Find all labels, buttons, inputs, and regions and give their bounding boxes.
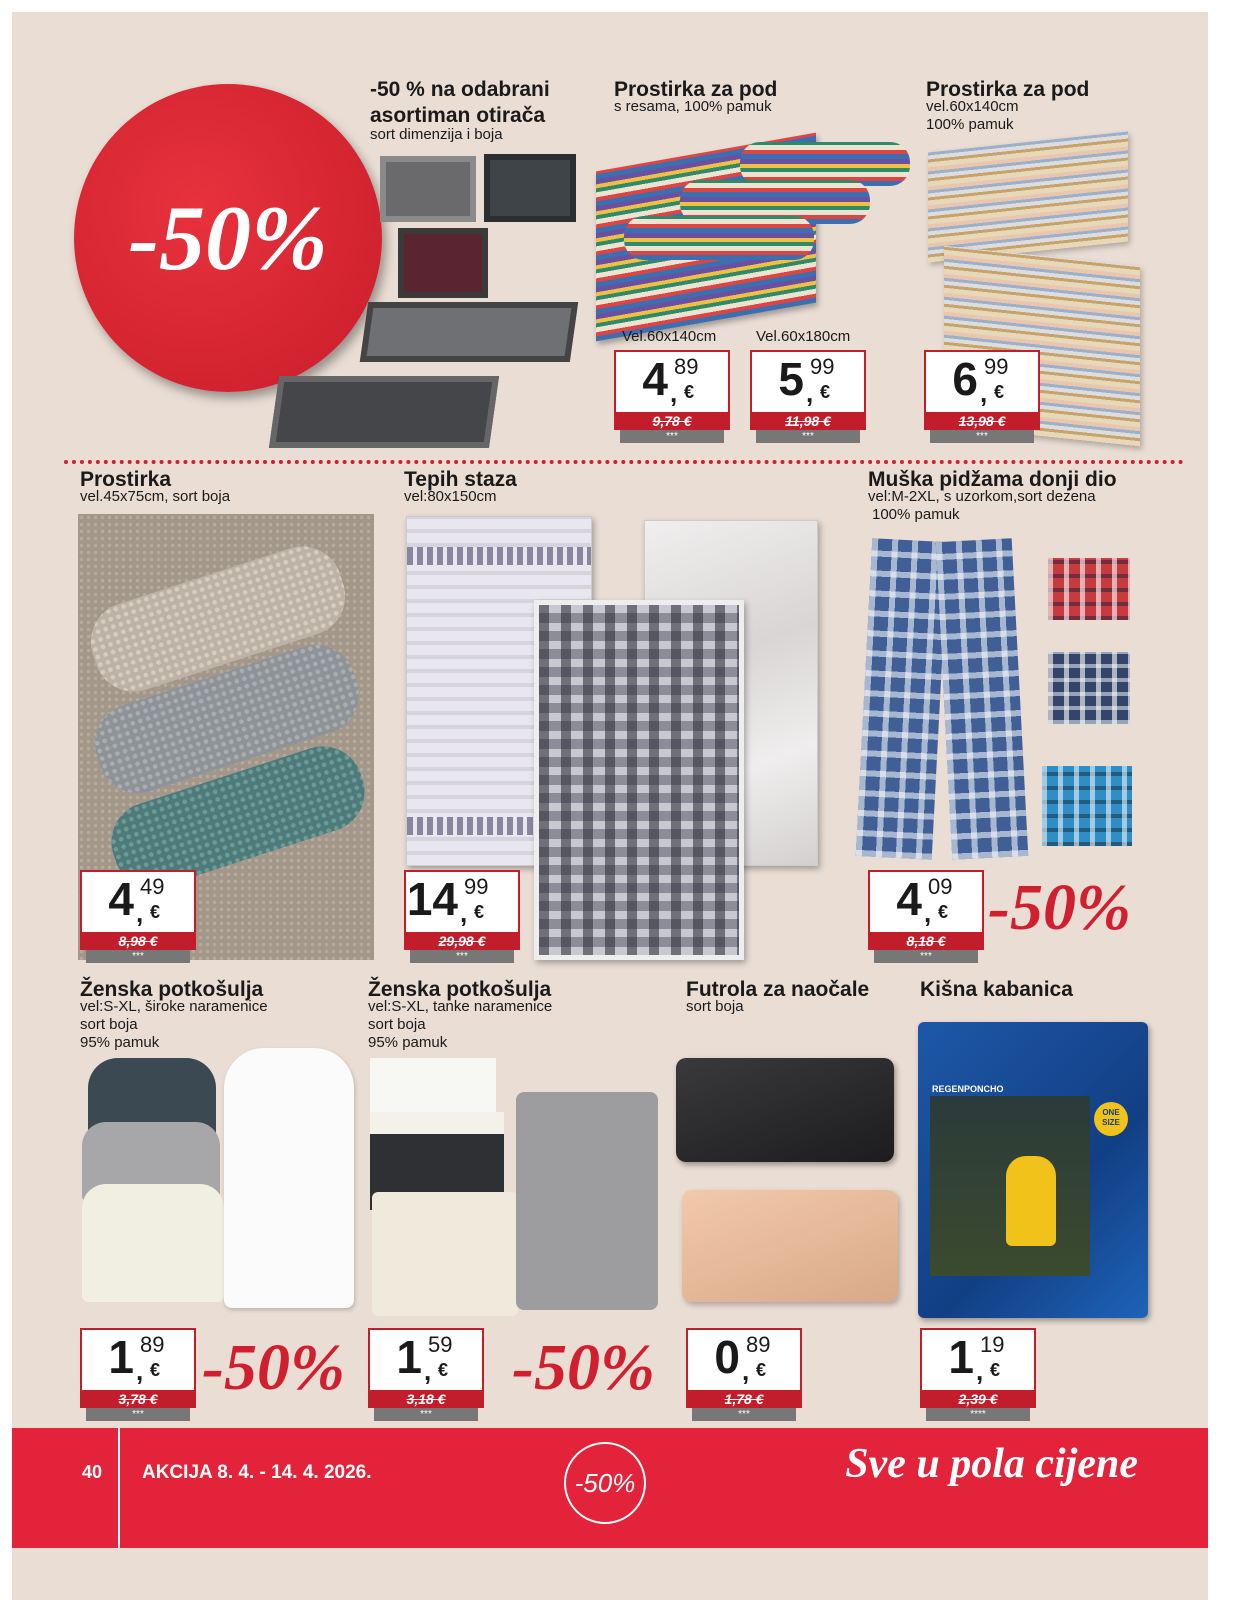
tank-top-image bbox=[224, 1048, 354, 1308]
promotion-dates: AKCIJA 8. 4. - 14. 4. 2026. bbox=[142, 1462, 372, 1483]
pajama-folded-image bbox=[1048, 558, 1130, 620]
camisole-image bbox=[372, 1192, 518, 1316]
runner-image bbox=[534, 600, 744, 960]
doormat-image bbox=[269, 376, 499, 448]
price-tag bbox=[80, 870, 196, 964]
glasses-case-title: Futrola za naočale bbox=[686, 978, 870, 1001]
price-integer: 4 bbox=[896, 873, 922, 925]
doormat-image bbox=[380, 156, 476, 222]
price-tag bbox=[80, 1328, 196, 1422]
raincoat-package-image bbox=[918, 1022, 1148, 1318]
price-comma: , bbox=[980, 378, 988, 408]
page-number: 40 bbox=[82, 1462, 103, 1482]
bathmat-subtitle: vel.45x75cm, sort boja bbox=[80, 488, 231, 505]
old-price: 3,78 € bbox=[80, 1390, 196, 1408]
price-comma: , bbox=[742, 1356, 750, 1386]
price-tag bbox=[920, 1328, 1036, 1422]
old-price: 1,78 € bbox=[686, 1390, 802, 1408]
price-tag bbox=[614, 350, 730, 444]
price-stars: *** bbox=[756, 430, 860, 443]
runner-title: Tepih staza bbox=[404, 468, 517, 491]
old-price: 29,98 € bbox=[404, 932, 520, 950]
pajama-leg-image bbox=[936, 538, 1029, 860]
price-decimal: 89 bbox=[674, 354, 699, 379]
price-comma: , bbox=[670, 378, 678, 408]
price-stars: *** bbox=[874, 950, 978, 963]
pajama-discount-label: -50% bbox=[988, 871, 1131, 944]
price-currency: € bbox=[150, 1360, 161, 1380]
rug-fringe-title: Prostirka za pod bbox=[614, 78, 778, 101]
price-integer: 5 bbox=[778, 353, 804, 405]
price-stars: **** bbox=[926, 1408, 1030, 1421]
camisole-image bbox=[516, 1092, 658, 1310]
price-integer: 1 bbox=[948, 1331, 974, 1383]
tank-wide-subtitle-2: sort boja bbox=[80, 1016, 138, 1033]
bathmat-title: Prostirka bbox=[80, 468, 172, 491]
tank-thin-subtitle-2: sort boja bbox=[368, 1016, 426, 1033]
pajama-subtitle-1: vel:M-2XL, s uzorkom,sort dezena bbox=[868, 488, 1096, 505]
price-currency: € bbox=[990, 1360, 1001, 1380]
price-currency: € bbox=[684, 382, 695, 402]
tank-wide-title: Ženska potkošulja bbox=[80, 978, 264, 1001]
price-integer: 4 bbox=[108, 873, 134, 925]
price-currency: € bbox=[994, 382, 1005, 402]
doormats-subtitle: sort dimenzija i boja bbox=[370, 126, 503, 143]
price-comma: , bbox=[460, 898, 468, 928]
old-price: 2,39 € bbox=[920, 1390, 1036, 1408]
price-stars: *** bbox=[620, 430, 724, 443]
rug-pastel-title: Prostirka za pod bbox=[926, 78, 1090, 101]
pajama-folded-image bbox=[1048, 652, 1130, 724]
pajama-subtitle-2: 100% pamuk bbox=[872, 506, 960, 523]
price-integer: 1 bbox=[396, 1331, 422, 1383]
price-stars: *** bbox=[86, 950, 190, 963]
rug-fringe-size-a: Vel.60x140cm bbox=[622, 328, 717, 345]
pajama-title: Muška pidžama donji dio bbox=[868, 468, 1117, 491]
raincoat-photo bbox=[930, 1096, 1090, 1276]
raincoat-figure bbox=[1006, 1156, 1056, 1246]
tank-thin-subtitle-1: vel:S-XL, tanke naramenice bbox=[368, 998, 553, 1015]
price-integer: 1 bbox=[108, 1331, 134, 1383]
price-comma: , bbox=[924, 898, 932, 928]
price-decimal: 09 bbox=[928, 874, 953, 899]
doormat-image bbox=[484, 154, 576, 222]
price-currency: € bbox=[474, 902, 485, 922]
old-price: 8,98 € bbox=[80, 932, 196, 950]
price-decimal: 99 bbox=[464, 874, 489, 899]
glasses-case-image bbox=[676, 1058, 894, 1162]
runner-border bbox=[407, 547, 591, 565]
footer-slogan: Sve u pola cijene bbox=[845, 1441, 1138, 1487]
rug-roll-image bbox=[624, 216, 814, 260]
price-stars: *** bbox=[410, 950, 514, 963]
footer-discount-circle: -50% bbox=[564, 1442, 646, 1524]
price-decimal: 99 bbox=[810, 354, 835, 379]
rug-pastel-subtitle-2: 100% pamuk bbox=[926, 116, 1014, 133]
rug-pastel-image bbox=[928, 131, 1128, 262]
runner-subtitle: vel:80x150cm bbox=[404, 488, 497, 505]
doormats-title-2: asortiman otirača bbox=[370, 104, 546, 127]
tank-thin-title: Ženska potkošulja bbox=[368, 978, 552, 1001]
price-decimal: 19 bbox=[980, 1332, 1005, 1357]
doormats-title-1: -50 % na odabrani bbox=[370, 78, 550, 101]
price-integer: 4 bbox=[642, 353, 668, 405]
discount-burst bbox=[74, 84, 382, 392]
price-tag bbox=[368, 1328, 484, 1422]
rug-pastel-subtitle-1: vel.60x140cm bbox=[926, 98, 1019, 115]
pajama-folded-image bbox=[1042, 766, 1132, 846]
raincoat-title: Kišna kabanica bbox=[920, 978, 1073, 1001]
tank-wide-subtitle-3: 95% pamuk bbox=[80, 1034, 160, 1051]
price-tag bbox=[924, 350, 1040, 444]
raincoat-size-badge: ONE SIZE bbox=[1094, 1102, 1128, 1136]
price-comma: , bbox=[976, 1356, 984, 1386]
price-currency: € bbox=[820, 382, 831, 402]
price-stars: *** bbox=[692, 1408, 796, 1421]
old-price: 11,98 € bbox=[750, 412, 866, 430]
old-price: 3,18 € bbox=[368, 1390, 484, 1408]
price-currency: € bbox=[150, 902, 161, 922]
rug-fringe-subtitle: s resama, 100% pamuk bbox=[614, 98, 772, 115]
price-decimal: 89 bbox=[746, 1332, 771, 1357]
price-stars: *** bbox=[86, 1408, 190, 1421]
discount-burst-text: -50% bbox=[128, 187, 328, 289]
raincoat-pack-label: REGENPONCHO bbox=[932, 1084, 1004, 1094]
price-decimal: 89 bbox=[140, 1332, 165, 1357]
tank-top-image bbox=[82, 1184, 224, 1302]
section-divider bbox=[64, 460, 1184, 464]
price-tag bbox=[750, 350, 866, 444]
price-integer: 0 bbox=[714, 1331, 740, 1383]
price-comma: , bbox=[136, 1356, 144, 1386]
price-integer: 6 bbox=[952, 353, 978, 405]
tank-wide-subtitle-1: vel:S-XL, široke naramenice bbox=[80, 998, 268, 1015]
doormat-image bbox=[360, 302, 578, 362]
glasses-case-image bbox=[682, 1190, 898, 1302]
tank-thin-discount-label: -50% bbox=[512, 1331, 655, 1404]
price-decimal: 99 bbox=[984, 354, 1009, 379]
old-price: 8,18 € bbox=[868, 932, 984, 950]
glasses-case-subtitle: sort boja bbox=[686, 998, 744, 1015]
old-price: 9,78 € bbox=[614, 412, 730, 430]
price-decimal: 49 bbox=[140, 874, 165, 899]
price-tag bbox=[686, 1328, 802, 1422]
tank-wide-discount-label: -50% bbox=[202, 1331, 345, 1404]
price-tag bbox=[404, 870, 520, 964]
footer-banner bbox=[12, 1428, 1208, 1548]
old-price: 13,98 € bbox=[924, 412, 1040, 430]
footer-divider bbox=[118, 1428, 120, 1548]
rug-fringe-size-b: Vel.60x180cm bbox=[756, 328, 851, 345]
price-comma: , bbox=[806, 378, 814, 408]
price-currency: € bbox=[938, 902, 949, 922]
flyer-page bbox=[12, 12, 1208, 1600]
price-currency: € bbox=[756, 1360, 767, 1380]
pajama-leg-image bbox=[856, 538, 949, 860]
price-comma: , bbox=[136, 898, 144, 928]
price-stars: *** bbox=[930, 430, 1034, 443]
price-integer: 14 bbox=[406, 873, 458, 925]
doormat-image bbox=[398, 228, 488, 298]
price-stars: *** bbox=[374, 1408, 478, 1421]
price-comma: , bbox=[424, 1356, 432, 1386]
price-currency: € bbox=[438, 1360, 449, 1380]
price-tag bbox=[868, 870, 984, 964]
tank-thin-subtitle-3: 95% pamuk bbox=[368, 1034, 448, 1051]
price-decimal: 59 bbox=[428, 1332, 453, 1357]
